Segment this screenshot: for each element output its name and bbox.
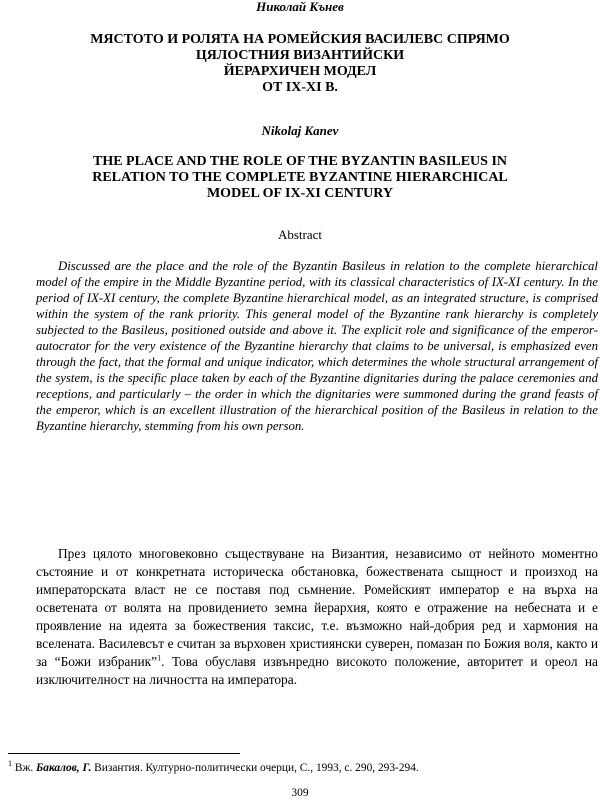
- title-english: [0, 154, 600, 202]
- footnote: [8, 759, 598, 775]
- footnote-divider: [8, 753, 240, 754]
- title-english-line: RELATION TO THE COMPLETE BYZANTINE HIERARCHICAL: [92, 170, 508, 185]
- title-bulgarian: [0, 32, 600, 96]
- author-name-bulgarian: Николай Кънев: [256, 0, 344, 14]
- title-bulgarian-line: ОТ IX-XI В.: [262, 80, 338, 95]
- author-name-english: Nikolaj Kanev: [261, 123, 339, 138]
- title-english-line: MODEL OF IX-XI CENTURY: [206, 186, 394, 201]
- body-paragraph: [36, 545, 598, 689]
- footnote-reference[interactable]: 1: [157, 653, 162, 663]
- body-paragraph-tail: . Това обуславя извънредно високото положение, авторитет и ореол на изключителност на личността на императора.: [36, 654, 599, 687]
- title-bulgarian-line: МЯСТОТО И РОЛЯТА НА РОМЕЙСКИЯ ВАСИЛЕВС СПРЯМО: [90, 32, 510, 47]
- footnote-author: Бакалов, Г.: [36, 762, 92, 774]
- title-bulgarian-line: ЙЕРАРХИЧЕН МОДЕЛ: [223, 64, 377, 79]
- abstract-paragraph: Discussed are the place and the role of the Byzantin Basileus in relation to the complete hierarchical model of the empire in the Middle Byzantine period, with its classical characteristics of IX-XI century. In the period of IX-XI century, the complete Byzantine hierarchical model, as an integrated structure, is comprised within the system of the rank priority. This general model of the Byzantine rank hierarchy is completely subjected to the Basileus, positioned outside and above it. The explicit role and significance of the emperor-autocrator for the very existence of the Byzantine hierarchy that claims to be universal, is emphasized even through the fact, that the formal and unique indicator, which determines the whole structural arrangement of the system, is the specific place taken by each of the Byzantine dignitaries during the palace ceremonies and receptions, and particularly – the order in which the dignitaries were summoned during the grand feasts of the emperor, which is an excellent illustration of the hierarchical position of the Basileus in relation to the Byzantine hierarchy, stemming from his own person.: [36, 259, 598, 433]
- title-bulgarian-line: ЦЯЛОСТНИЯ ВИЗАНТИЙСКИ: [195, 48, 405, 63]
- body-paragraph-text: През цялото многовековно съществуване на Византия, независимо от нейното моментно състояние и от конкретната историческа обстановка, божествената сыщност и произход на императорската власт не се поставя под сьмнение. Ромейският император е на върха на осветената от волята на провидението земна йерархия, която е отражение на небесната и е проявление на идеята за божествения таксис, т.е. възможно най-добрия ред и хармония на вселената. Василевсът е считан за върховен християнски суверен, помазан по Божия воля, както и за “Божи избраник”: [36, 546, 598, 669]
- title-english-line: THE PLACE AND THE ROLE OF THE BYZANTIN BASILEUS IN: [92, 154, 507, 169]
- page-number: 309: [291, 787, 309, 799]
- footnote-text: Византия. Културно-политически очерци, С., 1993, с. 290, 293-294.: [91, 762, 419, 774]
- abstract-heading: Abstract: [277, 227, 323, 242]
- footnote-prefix: Вж.: [12, 762, 37, 774]
- footnote-mark: 1: [8, 759, 12, 769]
